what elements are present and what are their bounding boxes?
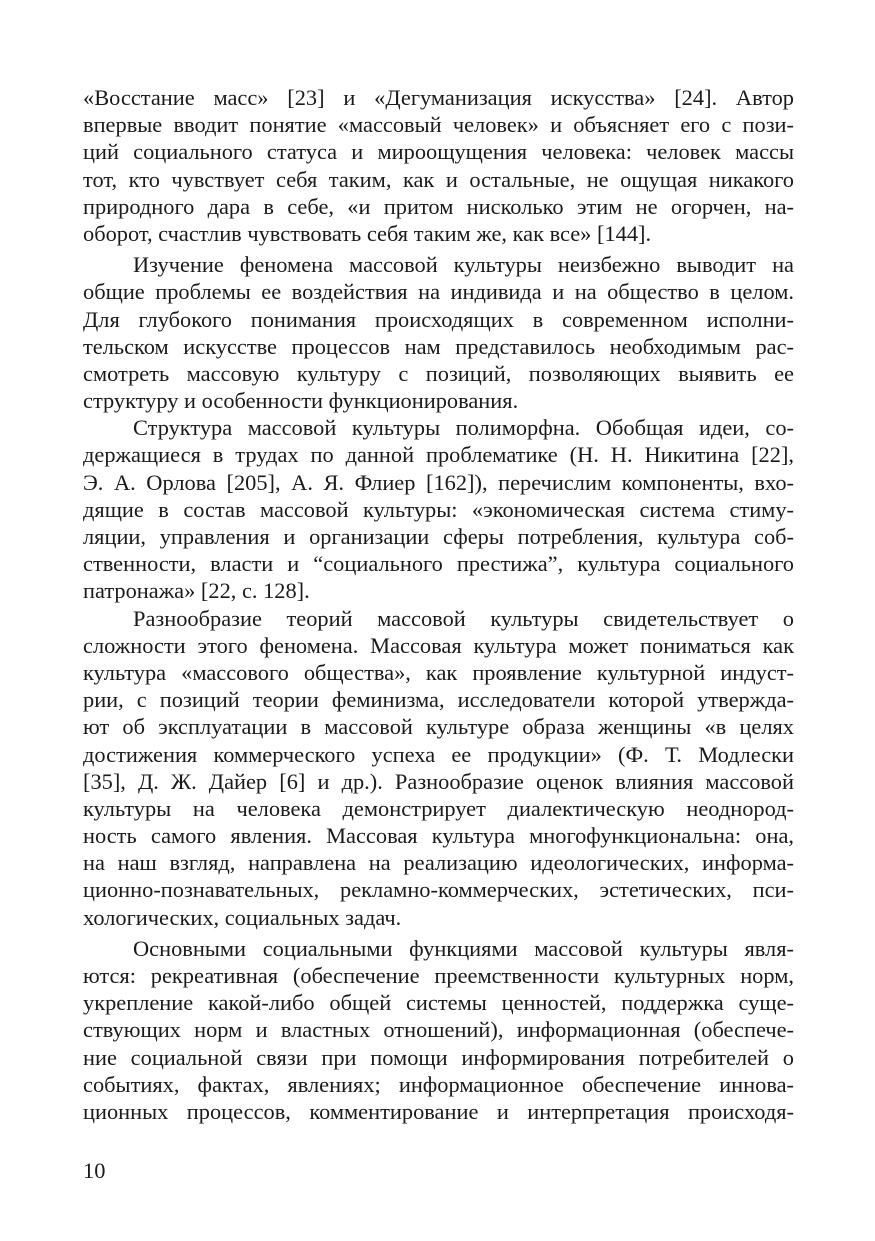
text-line: природного дара в себе, «и притом нисколько этим не огорчен, на- [83,193,794,219]
text-line: хологических, социальных задач. [83,904,402,930]
text-line: культура «массового общества», как проявление культурной индуст- [83,659,794,685]
text-line: ственности, власти и “социального престижа”, культура социального [83,551,794,577]
text-line: рии, с позиций теории феминизма, исследователи которой утвержда- [83,687,794,713]
text-line: Структура массовой культуры полиморфна. Обобщая идеи, со- [133,415,794,441]
text-line: Для глубокого понимания происходящих в современном исполни- [83,306,794,332]
text-line: ствующих норм и властных отношений), информационная (обеспече- [83,1017,794,1043]
text-line: на наш взгляд, направлена на реализацию идеологических, информа- [83,850,794,876]
text-line: ют об эксплуатации в массовой культуре образа женщины «в целях [83,714,794,740]
text-line: ются: рекреативная (обеспечение преемственности культурных норм, [83,963,794,988]
text-line: ность самого явления. Массовая культура многофункциональна: она, [83,823,794,849]
text-line: ние социальной связи при помощи информирования потребителей о [83,1044,794,1070]
text-line: тельском искусстве процессов нам представилось необходимым рас- [83,333,794,359]
body-text [83,84,794,1125]
text-line: общие проблемы ее воздействия на индивида и на общество в целом. [83,279,794,305]
text-line: достижения коммерческого успеха ее продукции» (Ф. Т. Модлески [83,741,794,767]
text-line: «Восстание масс» [23] и «Дегуманизация искусства» [24]. Автор [83,85,794,110]
text-line: держащиеся в трудах по данной проблематике (Н. Н. Никитина [22], [83,442,794,468]
text-line: дящие в состав массовой культуры: «экономическая система стиму- [83,496,794,522]
text-line: оборот, счастлив чувствовать себя таким же, как все» [144]. [83,220,652,246]
text-line: Э. А. Орлова [205], А. Я. Флиер [162]), перечислим компоненты, вхо- [83,469,794,495]
text-line: смотреть массовую культуру с позиций, позволяющих выявить ее [83,360,794,386]
text-line: структуру и особенности функционирования. [83,388,519,414]
page-number: 10 [83,1158,106,1183]
text-line: ционно-познавательных, рекламно-коммерческих, эстетических, пси- [83,877,794,903]
text-line: ций социального статуса и мироощущения человека: человек массы [83,139,794,165]
text-line: Основными социальными функциями массовой культуры явля- [133,935,794,961]
text-line: Изучение феномена массовой культуры неизбежно выводит на [133,252,794,278]
text-line: укрепление какой-либо общей системы ценностей, поддержка суще- [83,990,794,1016]
text-line: Разнообразие теорий массовой культуры свидетельствует о [133,605,794,631]
text-line: тот, кто чувствует себя таким, как и остальные, не ощущая никакого [83,166,794,192]
text-line: ляции, управления и организации сферы потребления, культура соб- [83,524,794,549]
text-line: сложности этого феномена. Массовая культура может пониматься как [83,632,794,658]
paragraph [83,251,794,414]
paragraph [83,414,794,604]
paragraph [83,935,794,1125]
text-line: ционных процессов, комментирование и интерпретация происходя- [83,1098,794,1124]
text-line: культуры на человека демонстрирует диалектическую неоднород- [83,795,794,821]
paragraph [83,605,794,931]
text-line: впервые вводит понятие «массовый человек» и объясняет его с пози- [83,112,794,138]
paragraph [83,84,794,247]
text-line: [35], Д. Ж. Дайер [6] и др.). Разнообразие оценок влияния массовой [83,768,794,794]
text-line: событиях, фактах, явлениях; информационное обеспечение иннова- [83,1071,794,1097]
text-line: патронажа» [22, с. 128]. [83,578,310,604]
